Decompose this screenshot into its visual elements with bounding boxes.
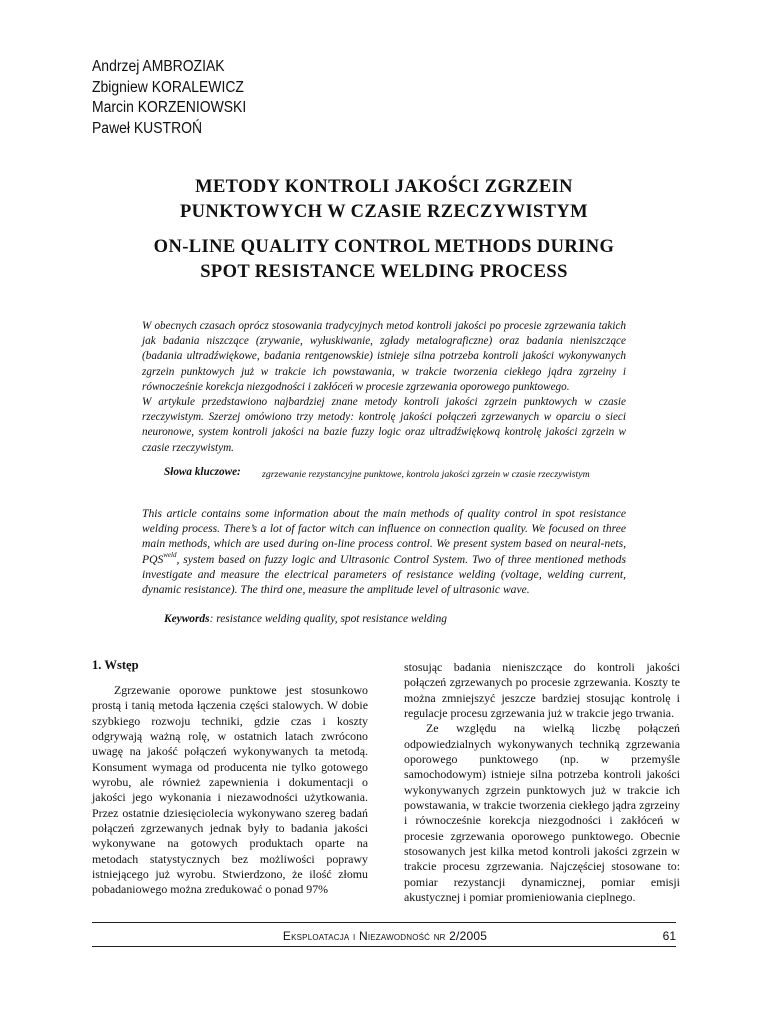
column-right [404,660,680,906]
keywords-text: : resistance welding quality, spot resistance welding [209,613,447,625]
title-polish [100,175,668,225]
abstract-paragraph: W artykule przedstawiono najbardziej znane metody kontroli jakości zgrzein punktowych w czasie rzeczywistym. Szerzej omówiono trzy metody: kontrolę jakości połączeń zgrzewanych w oparciu o sieci neuronowe, system kontroli jakości na bazie fuzzy logic oraz ultradźwiękową kontrolę jakości zgrzein w czasie rzeczywistym. [142,396,626,454]
abstract-english [142,506,626,597]
abstract-text: , system based on fuzzy logic and Ultrasonic Control System. Two of three mentioned methods investigate and measure the electrical parameters of resistance welding (voltage, welding current, dynamic resistance). The third one, measure the amplitude level of ultrasonic wave. [142,552,626,597]
body-paragraph: Ze względu na wielką liczbę połączeń odpowiedzialnych wykonywanych techniką zgrzewania oporowego punktowego (np. w przemyśle samochodowym) istnieje silna potrzeba kontroli jakości wykonywanych zgrzein punktowych już w trakcie ich powstawania, w trakcie tworzenia ciekłego jądra zgrzeiny i równocześnie korekcja niezgodności i zakłóceń w procesie zgrzewania oporowego punktowego. Obecnie stosowanych jest kilka metod kontroli jakości zgrzein w trakcie procesu zgrzewania. Najczęściej stosowane to: pomiar rezystancji dynamicznej, pomiar emisji akustycznej i pomiar promieniowania cieplnego. [404,721,680,905]
author-name: Paweł KUSTROŃ [92,119,203,137]
superscript: weld [163,550,177,559]
keywords-label: Keywords [164,613,210,625]
section-heading: 1. Wstęp [92,658,139,672]
page-number: 61 [662,929,676,943]
footer-divider [92,922,676,923]
author-list [92,57,452,139]
keywords-text: zgrzewanie rezystancyjne punktowe, kontrola jakości zgrzein w czasie rzeczywistym [262,469,590,480]
body-paragraph: Zgrzewanie oporowe punktowe jest stosunkowo prostą i tanią metoda łączenia części stalowych. W dobie szybkiego rozwoju techniki, gdzie czas i koszty odgrywają ważną rolę, w ostatnich latach zwrócono uwagę na jakość połączeń wykonywanych ta metodą. Konsument wymaga od producenta nie tylko gotowego wyrobu, ale również zapewnienia i dokumentacji o jakości jego wykonania i niezawodności użytkowania. Przez ostatnie dziesięciolecia wykonywano szereg badań połączeń zgrzewanych jednak były to badania jakości wykonywane na gotowych produktach oparte na metodach statystycznych bez możliwości poprawy istniejącego już wyrobu. Stwierdzono, że ilość złomu pobadaniowego można zredukować o ponad 97% [92,683,368,897]
keywords-english [164,612,626,627]
abstract-paragraph [142,506,626,597]
title-english [100,235,668,285]
author-name: Andrzej AMBROZIAK [92,58,225,75]
abstract-polish [142,319,626,456]
title-line: SPOT RESISTANCE WELDING PROCESS [200,262,568,282]
author-name: Marcin KORZENIOWSKI [92,99,247,116]
body-paragraph-continued: stosując badania nieniszczące do kontroli jakości połączeń zgrzewanych po procesie zgrzewania. Koszty te można zmniejszyć jeszcze bardziej stosując kontrolę i regulacje procesu zgrzewania już w trakcie jego trwania. [404,660,680,721]
title-line: ON-LINE QUALITY CONTROL METHODS DURING [153,237,615,257]
title-line: PUNKTOWYCH W CZASIE RZECZYWISTYM [179,202,589,222]
column-left [92,657,368,898]
abstract-text: This article contains some information about the main methods of quality control in spot resistance welding process. There’s a lot of factor witch can influence on connection quality. We focused on three main methods, which are used during on-line process control. We present system based on neural-nets, PQS [142,507,626,566]
footer-journal-name: Eksploatacja i Niezawodność nr 2/2005 [282,929,488,943]
abstract-paragraph: W obecnych czasach oprócz stosowania tradycyjnych metod kontroli jakości po procesie zgrzewania takich jak badania niszczące (zrywanie, wyłuskiwanie, zgłady metalograficzne) oraz badania nieniszczące (badania ultradźwiękowe, badania rentgenowskie) istnieje silna potrzeba kontroli jakości wykonywanych zgrzein punktowych już w trakcie ich powstawania, w trakcie tworzenia ciekłego jądra zgrzeiny i równocześnie korekcja niezgodności i zakłóceń w procesie zgrzewania oporowego punktowego. [142,320,626,393]
keywords-label: Słowa kluczowe: [164,466,241,478]
title-line: METODY KONTROLI JAKOŚCI ZGRZEIN [195,177,573,197]
footer-divider [92,946,676,947]
author-name: Zbigniew KORALEWICZ [92,78,244,96]
